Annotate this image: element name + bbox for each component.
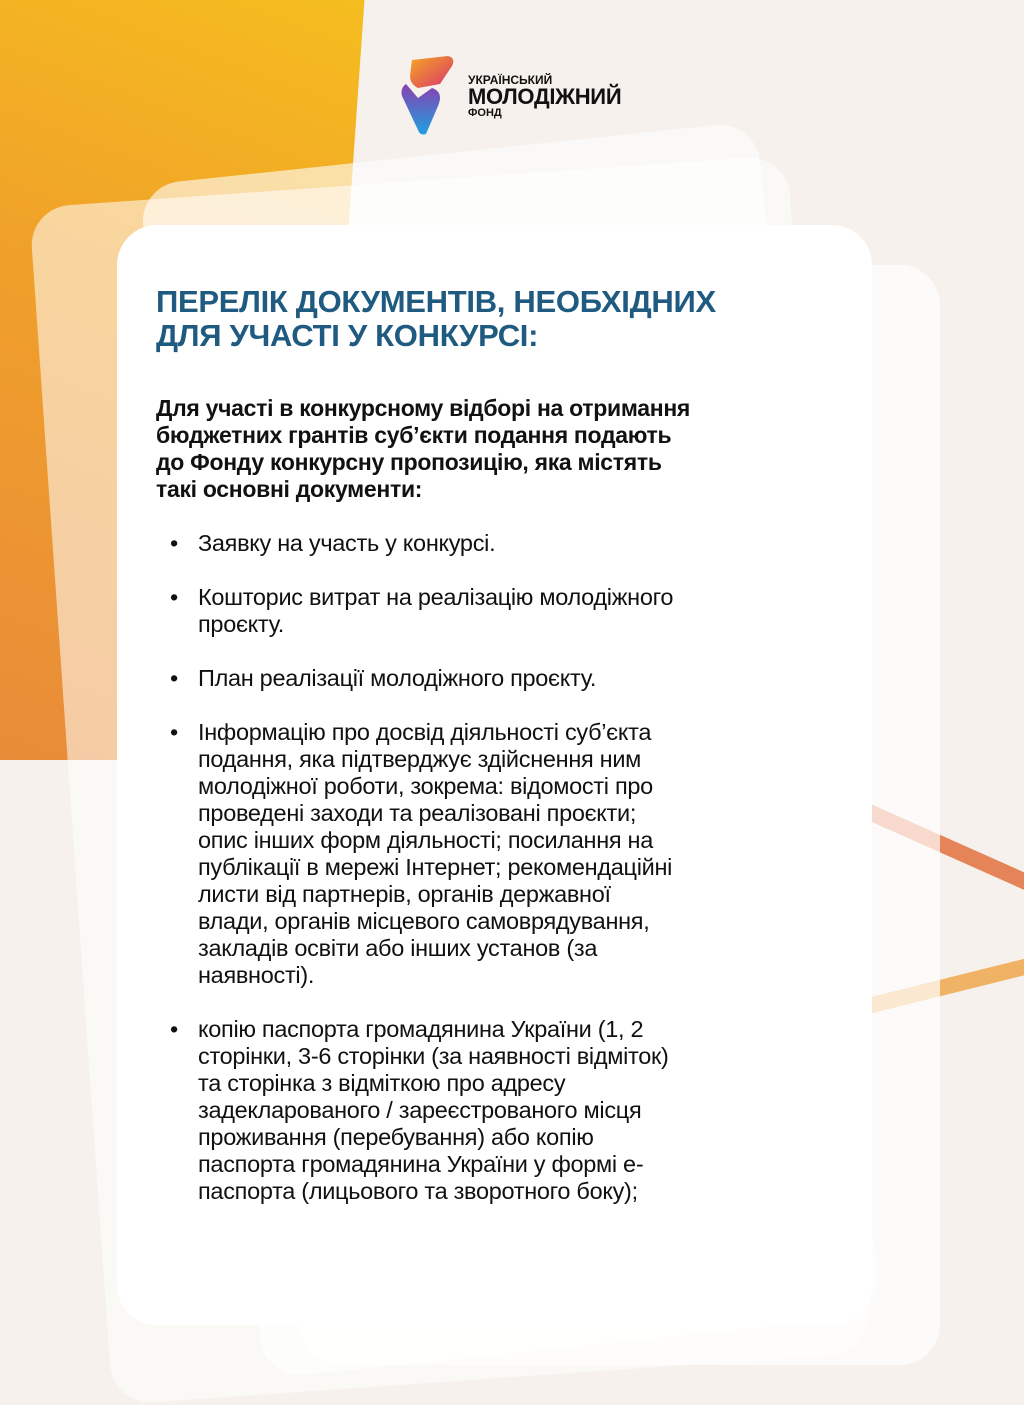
list-item — [170, 530, 830, 557]
documents-list — [170, 530, 830, 1232]
list-item-text: План реалізації молодіжного проєкту. — [198, 665, 597, 691]
list-item-text: Інформацію про досвід діяльності суб’єкта подання, яка підтверджує здійснення ним молодіжної роботи, зокрема: відомості про проведені заходи та реалізовані проєкти; опис інших форм діяльності; посилання на публікації в мережі Інтернет; рекомендаційні листи від партнерів, органів державної влади, органів місцевого самоврядування, закладів освіти або інших установ (за наявності). — [198, 719, 673, 988]
list-item — [170, 584, 830, 638]
logo-text-line3: ФОНД — [468, 106, 502, 119]
bullet-icon: • — [170, 1016, 178, 1042]
bullet-icon: • — [170, 719, 178, 745]
intro-text: Для участі в конкурсному відборі на отримання бюджетних грантів суб’єкти подання подають до Фонду конкурсну пропозицію, яка містять такі основні документи: — [156, 395, 691, 502]
list-item — [170, 665, 830, 692]
bullet-icon: • — [170, 584, 178, 610]
page-title: ПЕРЕЛІК ДОКУМЕНТІВ, НЕОБХІДНИХ ДЛЯ УЧАСТІ У КОНКУРСІ: — [156, 284, 716, 353]
bullet-icon: • — [170, 530, 178, 556]
list-item-text: Заявку на участь у конкурсі. — [198, 530, 496, 556]
logo — [400, 54, 621, 138]
logo-text-line1: УКРАЇНСЬКИЙ — [468, 72, 553, 87]
list-item — [170, 719, 830, 989]
bullet-icon: • — [170, 665, 178, 691]
logo-icon — [400, 54, 456, 138]
list-item-text: копію паспорта громадянина України (1, 2 сторінки, 3-6 сторінки (за наявності відміток) та сторінка з відміткою про адресу задекларованого / зареєстрованого місця проживання (перебування) або копію паспорта громадянина України у формі е- паспорта (лицьового та зворотного боку); — [198, 1016, 669, 1204]
list-item-text: Кошторис витрат на реалізацію молодіжного проєкту. — [198, 584, 674, 637]
logo-text-line2: МОЛОДІЖНИЙ — [468, 83, 622, 109]
list-item — [170, 1016, 830, 1205]
